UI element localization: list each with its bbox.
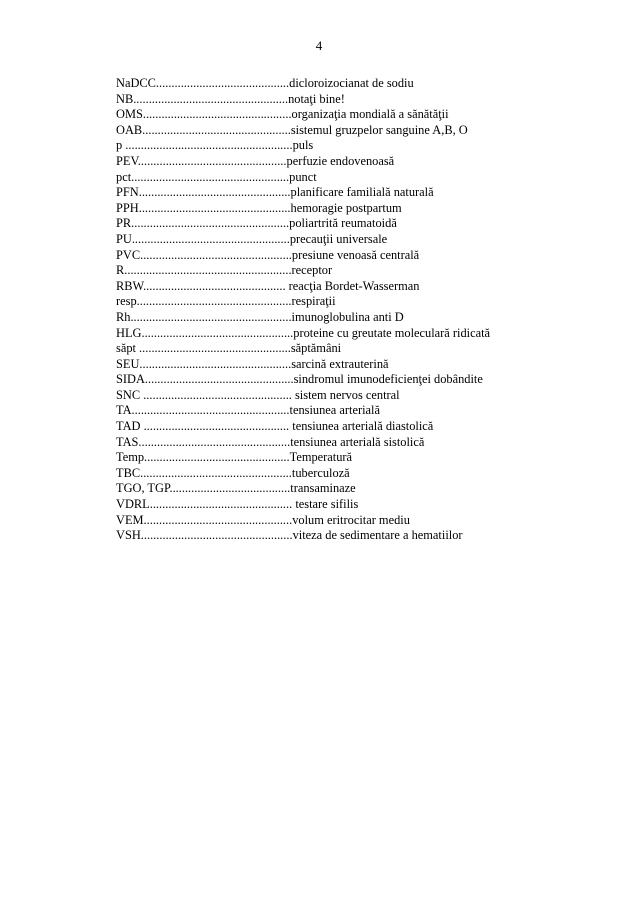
abbreviation-entry: SEU.................................................sarcină extrauterină <box>116 356 389 371</box>
abbreviation-entry: OMS................................................organizaţia mondială a sănătăţii <box>116 107 449 122</box>
abbreviation-entry: PEV................................................perfuzie endovenoasă <box>116 153 395 168</box>
abbreviation-entry: RBW.............................................. reacţia Bordet-Wasserman <box>116 278 420 293</box>
abbreviation-entry: SNC ................................................ sistem nervos central <box>116 387 400 402</box>
abbreviation-entry: TGO, TGP.......................................transaminaze <box>116 481 356 496</box>
abbreviation-entry: PFN.................................................planificare familială naturală <box>116 185 434 200</box>
abbreviation-entry: VDRL.............................................. testare sifilis <box>116 497 359 512</box>
abbreviation-entry: SIDA................................................sindromul imunodeficienţei dobândite <box>116 372 483 387</box>
abbreviation-entry: Rh....................................................imunoglobulina anti D <box>116 309 404 324</box>
abbreviation-list <box>116 76 516 544</box>
abbreviation-entry: HLG.................................................proteine cu greutate moleculară ridicată <box>116 325 491 340</box>
abbreviation-entry: Temp...............................................Temperatură <box>116 450 353 465</box>
abbreviation-entry: OAB................................................sistemul gruzpelor sanguine A,B, O <box>116 122 468 137</box>
abbreviation-entry: TAD ............................................... tensiunea arterială diastolică <box>116 419 434 434</box>
abbreviation-entry: TBC.................................................tuberculoză <box>116 465 350 480</box>
abbreviation-entry: resp..................................................respiraţii <box>116 294 336 309</box>
abbreviation-entry: TAS.................................................tensiunea arterială sistolică <box>116 434 425 449</box>
abbreviation-entry: PVC.................................................presiune venoasă centrală <box>116 247 420 262</box>
abbreviation-entry: PR...................................................poliartrită reumatoidă <box>116 216 397 231</box>
abbreviation-entry: R......................................................receptor <box>116 263 333 278</box>
abbreviation-entry: TA...................................................tensiunea arterială <box>116 403 380 418</box>
abbreviation-entry: p ......................................................puls <box>116 138 314 153</box>
abbreviation-entry: NaDCC...........................................dicloroizocianat de sodiu <box>116 76 414 90</box>
abbreviation-entry: NB..................................................notaţi bine! <box>116 91 345 106</box>
abbreviation-entry: pct...................................................punct <box>116 169 317 184</box>
abbreviation-entry: săpt .................................................săptămâni <box>116 341 342 356</box>
abbreviation-entry: VSH.................................................viteza de sedimentare a hematiilor <box>116 528 463 543</box>
abbreviation-entry: PPH.................................................hemoragie postpartum <box>116 200 402 215</box>
abbreviation-entry: VEM................................................volum eritrocitar mediu <box>116 512 410 527</box>
page-number: 4 <box>315 38 323 53</box>
abbreviation-entry: PU...................................................precauţii universale <box>116 231 388 246</box>
